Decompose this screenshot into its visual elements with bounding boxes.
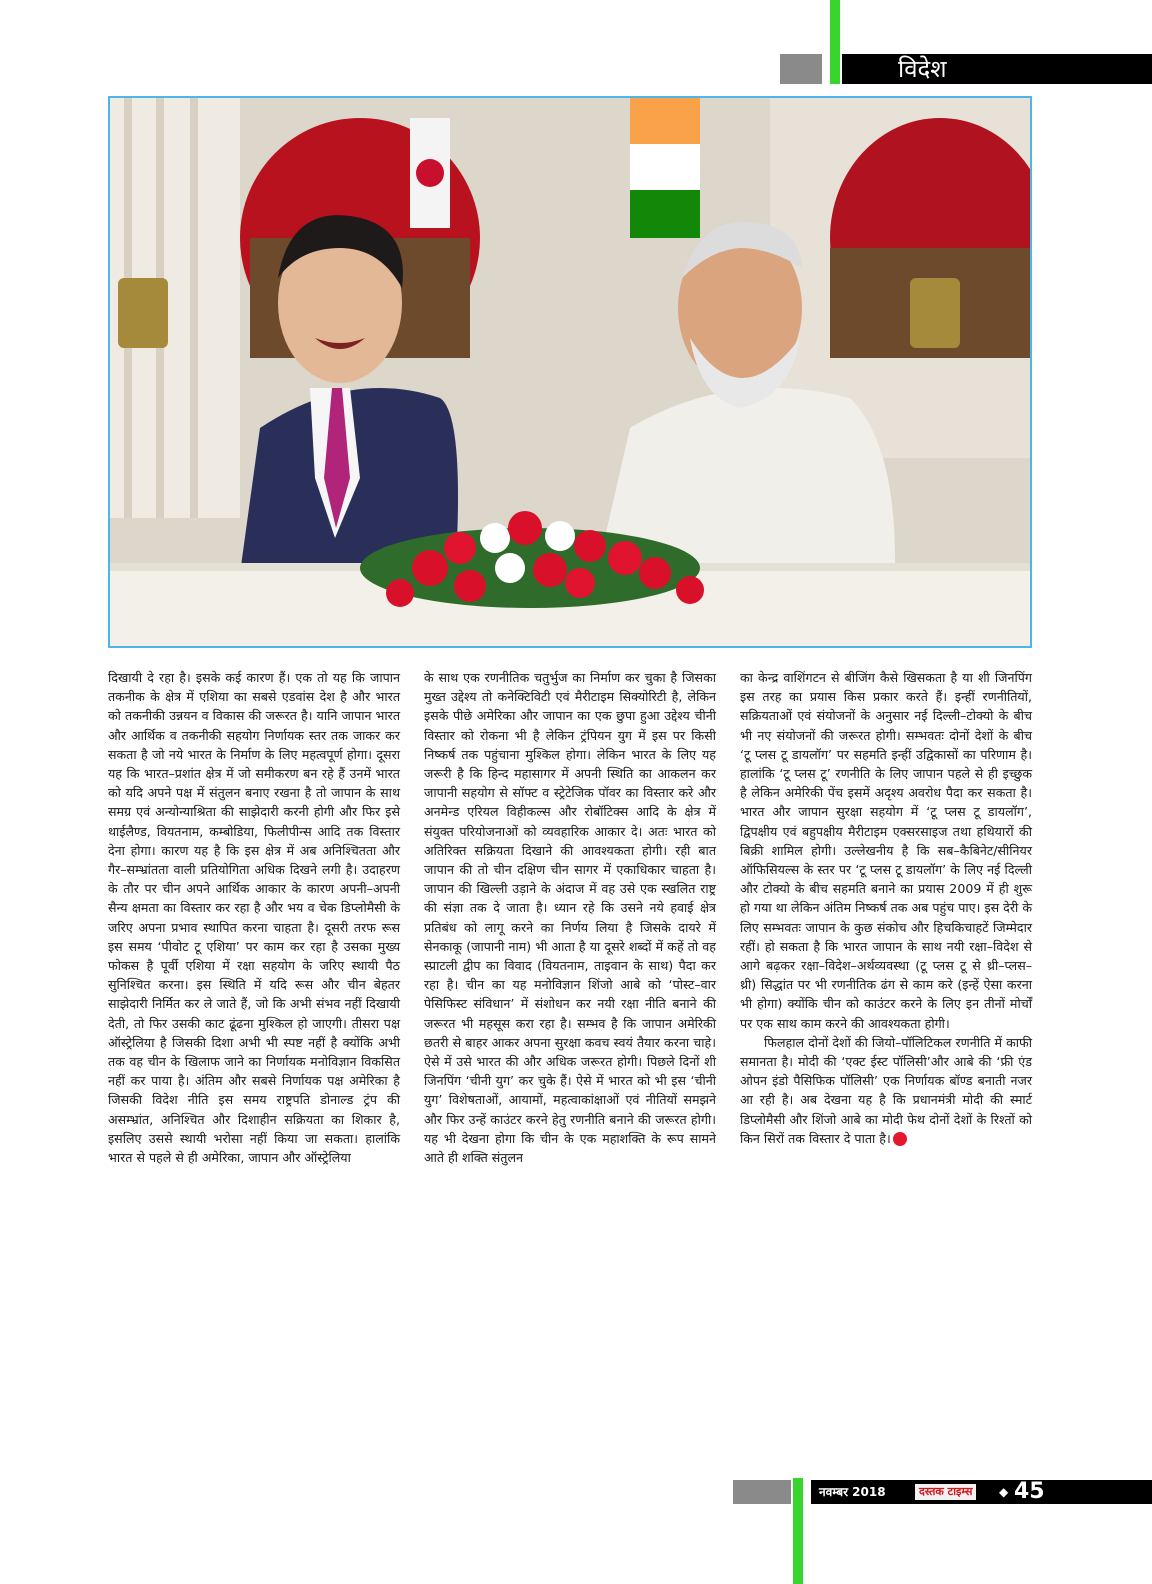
- article-paragraph-final: [740, 1033, 1032, 1148]
- page-footer: [733, 1480, 1152, 1504]
- diamond-icon: ◆: [999, 1485, 1009, 1499]
- magazine-logo: दस्तक टाइम्स: [915, 1484, 976, 1500]
- article-column-3: [740, 668, 1032, 1148]
- photo-illustration: [110, 98, 1030, 646]
- article-column-2: [424, 668, 716, 1167]
- article-paragraph-final-text: फिलहाल दोनों देशों की जियो–पॉलिटिकल रणनीति में काफी समानता है। मोदी की ‘एक्ट ईस्ट पॉलिसी’और आबे की ‘फ्री एंड ओपन इंडो पैसिफिक पॉलिसी’ एक निर्णायक बॉण्ड बनाती नजर आ रही है। अब देखना यह है कि प्रधानमंत्री मोदी की स्मार्ट डिप्लोमैसी और शिंजो आबे का मोदी फेथ दोनों देशों के रिश्तों को किन सिरों तक विस्तार दे पाता है।: [740, 1034, 1032, 1146]
- lead-photo: [108, 96, 1032, 648]
- end-mark-icon: [893, 1132, 907, 1146]
- article-paragraph: के साथ एक रणनीतिक चतुर्भुज का निर्माण कर चुका है जिसका मुख्त उद्देश्य तो कनेक्टिविटी एवं मैरीटाइम सिक्योरिटी है, लेकिन इसके पीछे अमेरिका और जापान का एक छुपा हुआ उद्देश्य चीनी विस्तार को रोकना भी है लेकिन ट्रंपियन युग में इस पर किसी निष्कर्ष तक पहुंचाना मुश्किल होगा। लेकिन भारत के लिए यह जरूरी है कि हिन्द महासागर में अपनी स्थिति का आकलन कर जापानी सहयोग से सॉफ्ट व स्ट्रेटेजिक पॉवर का विस्तार करे और अनमेन्ड एरियल विहीकल्स और रोबॉटिक्स आदि के क्षेत्र में संयुक्त परियोजनाओं को व्यवहारिक आकार दे। अतः भारत को अतिरिक्त सक्रियता दिखाने की आवश्यकता होगी। रही बात जापान की तो चीन दक्षिण चीन सागर में एकाधिकार चाहता है। जापान की खिल्ली उड़ाने के अंदाज में वह उसे एक स्खलित राष्ट्र की संज्ञा तक दे जाता है। ध्यान रहे कि उसने नये हवाई क्षेत्र प्रतिबंध को लागू करने का निर्णय लिया है जिसके दायरे में सेनकाकू (जापानी नाम) भी आता है या दूसरे शब्दों में कहें तो वह स्प्राटली द्वीप का विवाद (वियतनाम, ताइवान के साथ) पैदा कर रहा है। चीन का यह मनोविज्ञान शिंजो आबे को ‘पोस्ट–वार पेसिफिस्ट संविधान’ में संशोधन कर नयी रक्षा नीति बनाने की जरूरत भी महसूस करा रहा है। सम्भव है कि जापान अमेरिकी छतरी से बाहर आकर अपना सुरक्षा कवच स्वयं तैयार करना चाहे। ऐसे में उसे भारत की और अधिक जरूरत होगी। पिछले दिनों शी जिनपिंग ‘चीनी युग’ कर चुके हैं। ऐसे में भारत को भी इस ‘चीनी युग’ विशेषताओं, आयामों, महत्वाकांक्षाओं एवं नीतियों समझने और फिर उन्हें काउंटर करने हेतु रणनीति बनाने की जरूरत होगी। यह भी देखना होगा कि चीन के एक महाशक्ति के रूप सामने आते ही शक्ति संतुलन: [424, 670, 716, 1166]
- article-column-1: [108, 668, 400, 1167]
- article-body: [108, 668, 1032, 1468]
- footer-bar: [811, 1480, 1152, 1504]
- footer-grey-block: [733, 1480, 791, 1504]
- header-grey-block: [780, 54, 822, 84]
- issue-date: नवम्बर 2018: [819, 1485, 886, 1499]
- page-number: 45: [1014, 1479, 1045, 1504]
- section-title: विदेश: [842, 54, 1152, 84]
- article-paragraph: दिखायी दे रहा है। इसके कई कारण हैं। एक तो यह कि जापान तकनीक के क्षेत्र में एशिया का सबसे एडवांस देश है और भारत को तकनीकी उन्नयन व विकास की जरूरत है। यानि जापान भारत और आर्थिक व तकनीकी सहयोग निर्णायक स्तर तक जाकर कर सकता है जो नये भारत के निर्माण के लिए महत्वपूर्ण होगा। दूसरा यह कि भारत–प्रशांत क्षेत्र में जो समीकरण बन रहे हैं उनमें भारत को यदि अपने पक्ष में संतुलन बनाए रखना है तो जापान के साथ समग्र एवं अन्योन्याश्रिता की साझेदारी करनी होगी और फिर इसे थाईलैण्ड, वियतनाम, कम्बोडिया, फिलीपीन्स आदि तक विस्तार देना होगा। कारण यह है कि इस क्षेत्र में अब अनिश्चितता और गैर–सम्भ्रांतता वाली प्रतियोगिता अधिक दिखने लगी है। उदाहरण के तौर पर चीन अपने आर्थिक आकार के कारण अपनी–अपनी सैन्य क्षमता का विस्तार कर रहा है और भय व चेक डिप्लोमैसी के जरिए अपना प्रभाव स्थापित करना चाहता है। दूसरी तरफ रूस इस समय ‘पीवोट टू एशिया’ पर काम कर रहा है उसका मुख्य फोकस है पूर्वी एशिया में रक्षा सहयोग के जरिए स्थायी पैठ सुनिश्चित करना। इस स्थिति में यदि रूस और चीन बेहतर साझेदारी निर्मित कर ले जाते हैं, जो कि अभी संभव नहीं दिखायी देती, तो फिर उसकी काट ढूंढना मुश्किल हो जाएगी। तीसरा पक्ष ऑस्ट्रेलिया है जिसकी दिशा अभी भी स्पष्ट नहीं है क्योंकि अभी तक वह चीन के खिलाफ जाने का निर्णायक मनोविज्ञान विकसित नहीं कर पाया है। अंतिम और सबसे निर्णायक पक्ष अमेरिका है जिसकी विदेश नीति इस समय राष्ट्रपति डोनाल्ड ट्रंप की असम्भ्रांत, अनिश्चित और दिशाहीन सक्रियता का शिकार है, इसलिए उससे स्थायी भरोसा नहीं किया जा सकता। हालांकि भारत से पहले से ही अमेरिका, जापान और ऑस्ट्रेलिया: [108, 670, 400, 1166]
- section-header: [780, 54, 1152, 84]
- article-paragraph: का केन्द्र वाशिंगटन से बीजिंग कैसे खिसकता है या शी जिनपिंग इस तरह का प्रयास किस प्रकार करते हैं। इन्हीं रणनीतियों, सक्रियताओं एवं संयोजनों के अनुसार नई दिल्ली–टोक्यो के बीच भी नए संयोजनों की जरूरत होगी। सम्भवतः दोनों देशों के बीच ‘टू प्लस टू डायलॉग’ पर सहमति इन्हीं उद्विकासों का परिणाम है। हालांकि ‘टू प्लस टू’ रणनीति के लिए जापान पहले से ही इच्छुक है लेकिन अमेरिकी पेंच इसमें अदृश्य अवरोध पैदा कर सकता है। भारत और जापान सुरक्षा सहयोग में ‘टू प्लस टू डायलॉग’, द्विपक्षीय एवं बहुपक्षीय मैरीटाइम एक्सरसाइज तथा हथियारों की बिक्री शामिल होगी। उल्लेखनीय है कि सब–कैबिनेट/सीनियर ऑफिसियल्स के स्तर पर ‘टू प्लस टू डायलॉग’ के लिए नई दिल्ली और टोक्यो के बीच सहमति बनाने का प्रयास 2009 में ही शुरू हो गया था लेकिन अंतिम निष्कर्ष तक अब पहुंच पाए। इस देरी के लिए सम्भवतः जापान के कुछ संकोच और हिचकिचाहटें जिम्मेदार रहीं। हो सकता है कि भारत जापान के साथ नयी रक्षा–विदेश से आगे बढ़कर रक्षा–विदेश–अर्थव्यवस्था (टू प्लस टू से थ्री–प्लस–थ्री) सिद्धांत पर भी रणनीतिक ढंग से काम करे (इन्हें ऐसा करना भी होगा) क्योंकि चीन को काउंटर करने के लिए इन तीनों मोर्चों पर एक साथ काम करने की आवश्यकता होगी।: [740, 670, 1032, 1031]
